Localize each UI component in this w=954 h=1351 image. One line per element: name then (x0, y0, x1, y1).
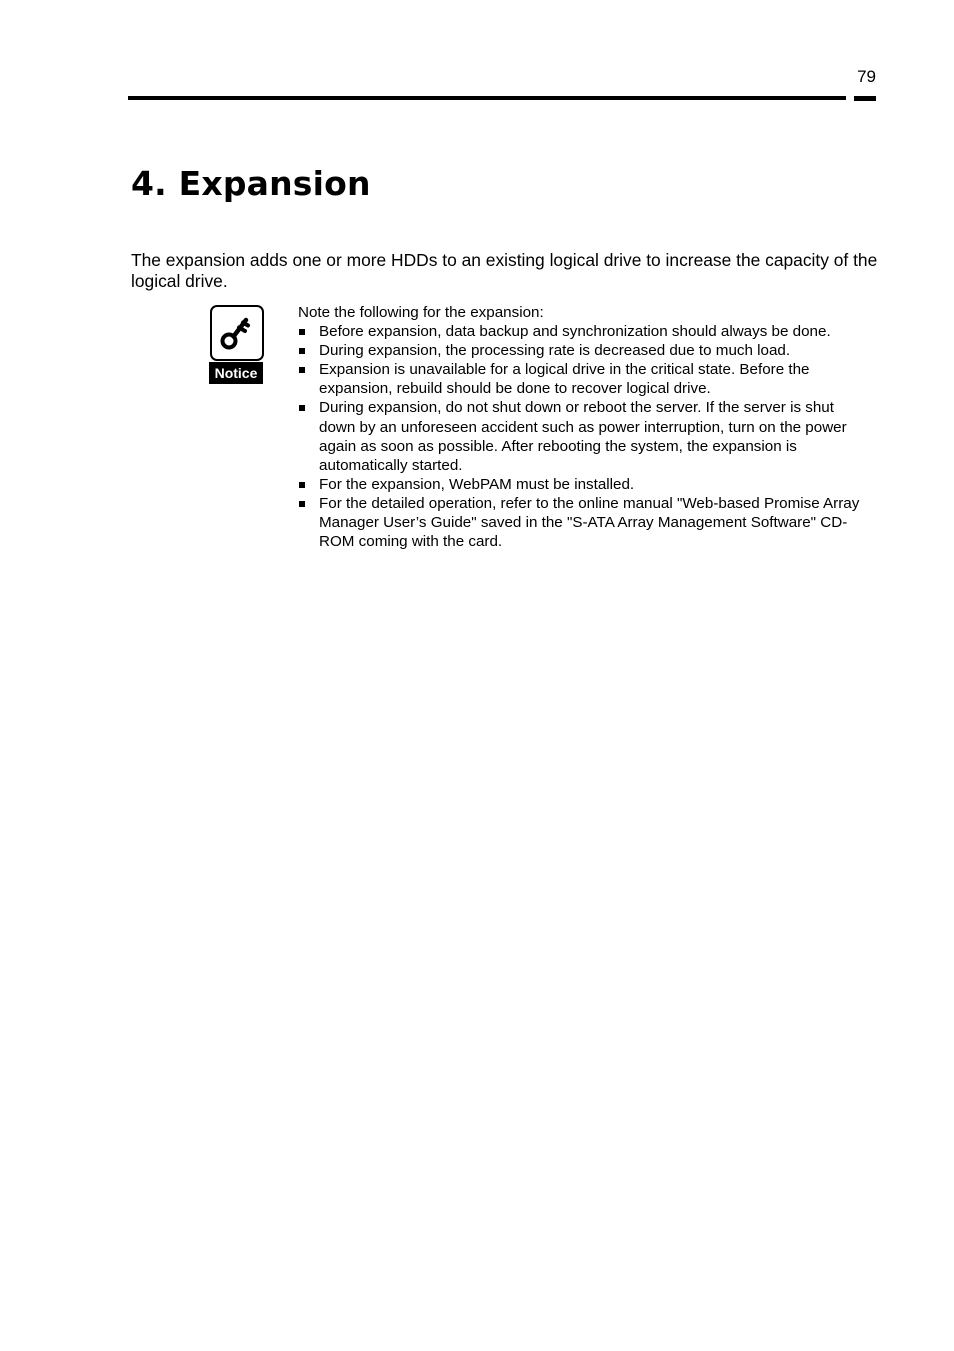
intro-paragraph: The expansion adds one or more HDDs to an existing logical drive to increase the capacity of the logical drive. (131, 250, 878, 291)
list-item-text: During expansion, do not shut down or reboot the server. If the server is shut down by an unforeseen accident such as power interruption, turn on the power again as soon as possible. After rebooting the system, the expansion is automatically started. (319, 399, 847, 474)
list-item (298, 341, 868, 360)
key-icon (208, 305, 264, 361)
bullet-square-icon (299, 482, 305, 488)
notice-badge (208, 305, 264, 385)
notice-label: Notice (209, 362, 263, 384)
list-item-text: During expansion, the processing rate is decreased due to much load. (319, 342, 791, 360)
bullet-square-icon (299, 329, 305, 335)
chapter-title: 4. Expansion (131, 164, 371, 203)
page-number: 79 (857, 67, 876, 86)
list-item (298, 494, 868, 551)
header-tab-marker (854, 96, 876, 101)
header-rule (128, 96, 846, 100)
notice-intro: Note the following for the expansion: (298, 304, 544, 321)
bullet-square-icon (299, 367, 305, 373)
list-item (298, 360, 868, 398)
notice-body (298, 303, 868, 551)
list-item (298, 475, 868, 494)
notice-list (298, 322, 868, 551)
list-item-text: Expansion is unavailable for a logical drive in the critical state. Before the expansion, rebuild should be done to recover logical drive. (319, 361, 810, 398)
bullet-square-icon (299, 348, 305, 354)
list-item-text: For the expansion, WebPAM must be installed. (319, 475, 635, 493)
list-item (298, 398, 868, 474)
bullet-square-icon (299, 405, 305, 411)
bullet-square-icon (299, 501, 305, 507)
list-item-text: Before expansion, data backup and synchronization should always be done. (319, 323, 831, 341)
list-item (298, 322, 868, 341)
list-item-text: For the detailed operation, refer to the online manual "Web-based Promise Array Manager User’s Guide" saved in the "S-ATA Array Management Software" CD-ROM coming with the card. (319, 494, 860, 551)
